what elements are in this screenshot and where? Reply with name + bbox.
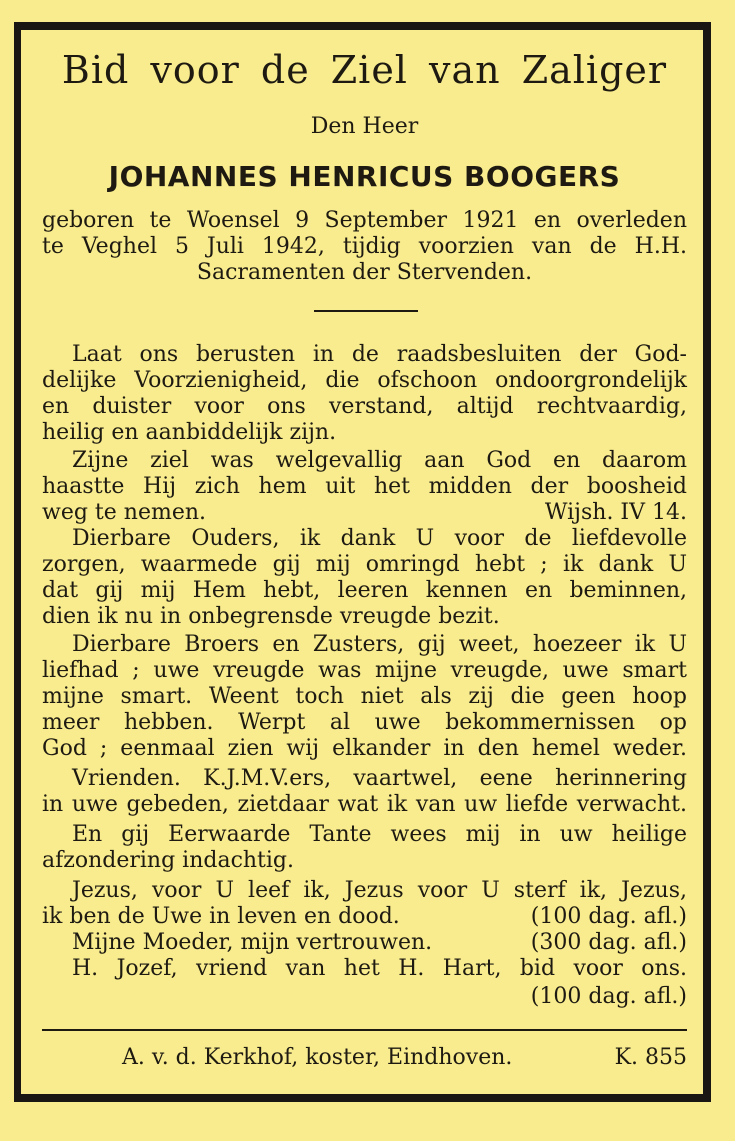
body-line: afzondering indachtig. <box>42 848 295 873</box>
body-line: zorgen, waarmede gij mij omringd hebt ; ik dank U <box>42 552 687 577</box>
indulgence-note: (100 dag. afl.) <box>530 904 687 929</box>
body-line: haastte Hij zich hem uit het midden der boosheid <box>42 474 687 499</box>
intro-line: te Veghel 5 Juli 1942, tijdig voorzien van de H.H. <box>42 234 687 259</box>
body-line: meer hebben. Werpt al uwe bekommernissen op <box>42 710 687 735</box>
body-line: dien ik nu in onbegrensde vreugde bezit. <box>42 604 500 629</box>
body-line <box>42 500 687 526</box>
body-line: heilig en aanbiddelijk zijn. <box>42 420 337 445</box>
body-line: En gij Eerwaarde Tante wees mij in uw heilige <box>72 822 687 847</box>
card-subtitle: Den Heer <box>310 114 419 139</box>
scripture-reference: Wijsh. IV 14. <box>544 500 687 525</box>
printer-credit: A. v. d. Kerkhof, koster, Eindhoven. <box>122 1045 513 1070</box>
body-line: en duister voor ons verstand, altijd rechtvaardig, <box>42 394 687 419</box>
short-divider <box>314 310 418 312</box>
body-line: Zijne ziel was welgevallig aan God en daarom <box>72 448 687 473</box>
card-code: K. 855 <box>614 1045 687 1070</box>
deceased-name: JOHANNES HENRICUS BOOGERS <box>108 160 621 193</box>
prayer-text: Mijne Moeder, mijn vertrouwen. <box>72 930 433 955</box>
card-title: Bid voor de Ziel van Zaliger <box>61 48 668 92</box>
footer-divider <box>42 1029 687 1031</box>
body-text: weg te nemen. <box>42 500 207 525</box>
body-line: dat gij mij Hem hebt, leeren kennen en beminnen, <box>42 578 687 603</box>
body-line: Vrienden. K.J.M.V.ers, vaartwel, eene herinnering <box>72 766 687 791</box>
body-line: God ; eenmaal zien wij elkander in den hemel weder. <box>42 736 687 761</box>
footer <box>42 1045 687 1070</box>
body-line <box>42 904 687 930</box>
indulgence-note: (300 dag. afl.) <box>530 930 687 955</box>
prayer-text: ik ben de Uwe in leven en dood. <box>42 904 400 929</box>
body-line: Dierbare Broers en Zusters, gij weet, hoezeer ik U <box>72 632 687 657</box>
intro-line: geboren te Woensel 9 September 1921 en overleden <box>42 208 687 233</box>
body-line <box>42 930 687 956</box>
body-line: liefhad ; uwe vreugde was mijne vreugde, uwe smart <box>42 658 687 683</box>
body-line: in uwe gebeden, zietdaar wat ik van uw liefde verwacht. <box>42 792 687 817</box>
body-line: Dierbare Ouders, ik dank U voor de liefdevolle <box>72 526 687 551</box>
body-line: Laat ons berusten in de raadsbesluiten der God- <box>72 342 687 367</box>
body-line: delijke Voorzienigheid, die ofschoon ondoorgrondelijk <box>42 368 687 393</box>
body-line: H. Jozef, vriend van het H. Hart, bid voor ons. <box>72 956 687 981</box>
intro-line: Sacramenten der Stervenden. <box>196 260 533 285</box>
indulgence-note: (100 dag. afl.) <box>530 984 687 1009</box>
body-line: Jezus, voor U leef ik, Jezus voor U sterf ik, Jezus, <box>72 878 687 903</box>
body-line: mijne smart. Weent toch niet als zij die geen hoop <box>42 684 687 709</box>
